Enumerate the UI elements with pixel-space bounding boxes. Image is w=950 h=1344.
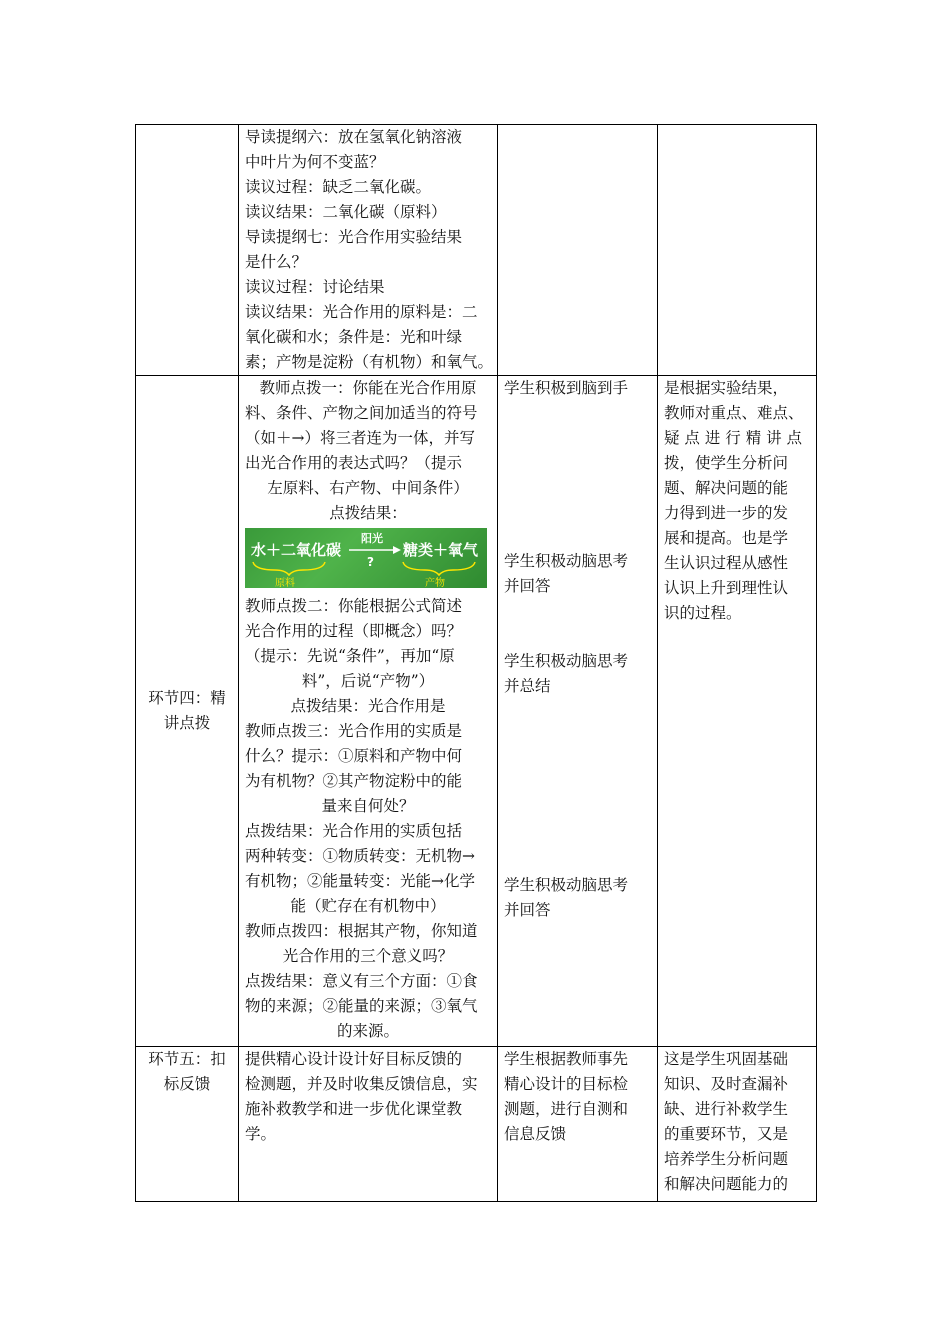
content-line: 两种转变：①物质转变：无机物→ bbox=[245, 847, 475, 865]
formula-products: 糖类＋氧气 bbox=[403, 541, 479, 559]
student-line: 学生积极到脑到手 bbox=[504, 379, 629, 397]
formula-svg bbox=[245, 528, 487, 588]
content-line: 学。 bbox=[245, 1125, 277, 1143]
purpose-line: 生认识过程从感性 bbox=[664, 554, 789, 572]
content-line: 读议过程：缺乏二氧化碳。 bbox=[245, 178, 432, 196]
purpose-line: 展和提高。也是学 bbox=[664, 529, 789, 547]
student-line: 并回答 bbox=[504, 901, 551, 919]
purpose-line: 拨，使学生分析问 bbox=[664, 454, 789, 472]
stage-label: 环节四：精 bbox=[148, 689, 226, 707]
purpose-line: 题、解决问题的能 bbox=[664, 479, 789, 497]
content-line: 施补救教学和进一步优化课堂教 bbox=[245, 1100, 463, 1118]
stage-cell bbox=[136, 376, 239, 1047]
content-line: 检测题，并及时收集反馈信息，实 bbox=[245, 1075, 478, 1093]
content-line: 导读提纲六：放在氢氧化钠溶液 bbox=[245, 128, 463, 146]
formula-condition-bottom: ? bbox=[367, 555, 374, 569]
purpose-line: 的重要环节，又是 bbox=[664, 1125, 789, 1143]
content-line: 的来源。 bbox=[336, 1022, 399, 1040]
purpose-line: 知识、及时查漏补 bbox=[664, 1075, 789, 1093]
formula-condition-top: 阳光 bbox=[361, 532, 383, 545]
purpose-line: 培养学生分析问题 bbox=[664, 1150, 789, 1168]
photosynthesis-formula-image bbox=[245, 528, 487, 588]
content-line: （提示：先说“条件”，再加“原 bbox=[245, 647, 455, 665]
content-cell bbox=[239, 376, 498, 1047]
stage-label: 讲点拨 bbox=[163, 714, 211, 732]
stage-label: 环节五：扣 bbox=[148, 1050, 226, 1068]
student-line: 并回答 bbox=[504, 577, 551, 595]
purpose-line: 教师对重点、难点、 bbox=[664, 404, 804, 422]
content-line: 教师点拨三：光合作用的实质是 bbox=[245, 722, 463, 740]
purpose-line: 和解决问题能力的 bbox=[664, 1175, 789, 1193]
purpose-line: 疑 点 进 行 精 讲 点 bbox=[664, 429, 803, 447]
student-line: 并总结 bbox=[504, 677, 551, 695]
student-line: 测题，进行自测和 bbox=[504, 1100, 629, 1118]
formula-label-reactants: 原料 bbox=[275, 578, 295, 588]
content-line: 左原料、右产物、中间条件） bbox=[267, 479, 469, 497]
purpose-line: 这是学生巩固基础 bbox=[664, 1050, 789, 1068]
purpose-line: 认识上升到理性认 bbox=[664, 579, 789, 597]
table-row bbox=[136, 125, 817, 376]
stage-cell bbox=[136, 125, 239, 376]
content-line: 点拨结果：意义有三个方面：①食 bbox=[245, 972, 478, 990]
content-line: 点拨结果： bbox=[329, 504, 407, 522]
content-line: 料”，后说“产物”） bbox=[301, 672, 435, 690]
formula-bracket-left bbox=[253, 562, 325, 575]
content-line: 素；产物是淀粉（有机物）和氧气。 bbox=[245, 353, 494, 371]
student-activity-cell bbox=[498, 376, 658, 1047]
content-line: 物的来源；②能量的来源；③氧气 bbox=[245, 997, 478, 1015]
content-line: 为有机物？②其产物淀粉中的能 bbox=[245, 772, 463, 790]
content-line: 点拨结果：光合作用是 bbox=[290, 697, 446, 715]
content-line: 教师点拨一：你能在光合作用原 bbox=[259, 379, 477, 397]
formula-arrow-head bbox=[393, 546, 401, 554]
content-line: 读议过程：讨论结果 bbox=[245, 278, 385, 296]
content-line: 有机物；②能量转变：光能→化学 bbox=[245, 872, 475, 890]
content-line: 读议结果：二氧化碳（原料） bbox=[245, 203, 447, 221]
purpose-line: 是根据实验结果， bbox=[664, 379, 789, 397]
table-row bbox=[136, 376, 817, 1047]
purpose-line: 缺、进行补救学生 bbox=[664, 1100, 789, 1118]
content-line: 提供精心设计设计好目标反馈的 bbox=[245, 1050, 463, 1068]
content-line: （如＋→）将三者连为一体，并写 bbox=[245, 429, 475, 447]
content-line: 读议结果：光合作用的原料是：二 bbox=[245, 303, 478, 321]
student-line: 信息反馈 bbox=[504, 1125, 567, 1143]
purpose-line: 力得到进一步的发 bbox=[664, 504, 789, 522]
content-cell bbox=[239, 1047, 498, 1202]
content-cell bbox=[239, 125, 498, 376]
content-line: 什么？提示：①原料和产物中何 bbox=[245, 747, 463, 765]
content-line: 氧化碳和水；条件是：光和叶绿 bbox=[245, 328, 463, 346]
content-line: 中叶片为何不变蓝？ bbox=[245, 153, 385, 171]
content-line: 光合作用的三个意义吗？ bbox=[282, 947, 454, 965]
student-line: 学生根据教师事先 bbox=[504, 1050, 629, 1068]
stage-cell bbox=[136, 1047, 239, 1202]
content-line: 料、条件、产物之间加适当的符号 bbox=[245, 404, 478, 422]
content-line: 量来自何处？ bbox=[321, 797, 415, 815]
content-line: 出光合作用的表达式吗？（提示 bbox=[245, 454, 463, 472]
content-line: 教师点拨四：根据其产物，你知道 bbox=[245, 922, 478, 940]
student-line: 精心设计的目标检 bbox=[504, 1075, 629, 1093]
content-line: 导读提纲七：光合作用实验结果 bbox=[245, 228, 463, 246]
content-line: 能（贮存在有机物中） bbox=[290, 897, 446, 915]
lesson-plan-table bbox=[135, 124, 817, 1202]
student-activity-cell bbox=[498, 125, 658, 376]
student-activity-cell bbox=[498, 1047, 658, 1202]
stage-label: 标反馈 bbox=[163, 1075, 211, 1093]
student-line: 学生积极动脑思考 bbox=[504, 652, 629, 670]
design-purpose-cell bbox=[658, 1047, 817, 1202]
design-purpose-cell bbox=[658, 376, 817, 1047]
student-line: 学生积极动脑思考 bbox=[504, 876, 629, 894]
content-line: 教师点拨二：你能根据公式简述 bbox=[245, 597, 463, 615]
content-line: 是什么？ bbox=[245, 253, 308, 271]
content-line: 点拨结果：光合作用的实质包括 bbox=[245, 822, 463, 840]
table-row bbox=[136, 1047, 817, 1202]
student-line: 学生积极动脑思考 bbox=[504, 552, 629, 570]
formula-label-products: 产物 bbox=[425, 578, 445, 588]
content-line: 光合作用的过程（即概念）吗？ bbox=[245, 622, 463, 640]
formula-reactants: 水＋二氧化碳 bbox=[251, 541, 342, 559]
formula-bracket-right bbox=[403, 562, 475, 575]
design-purpose-cell bbox=[658, 125, 817, 376]
purpose-line: 识的过程。 bbox=[664, 604, 742, 622]
